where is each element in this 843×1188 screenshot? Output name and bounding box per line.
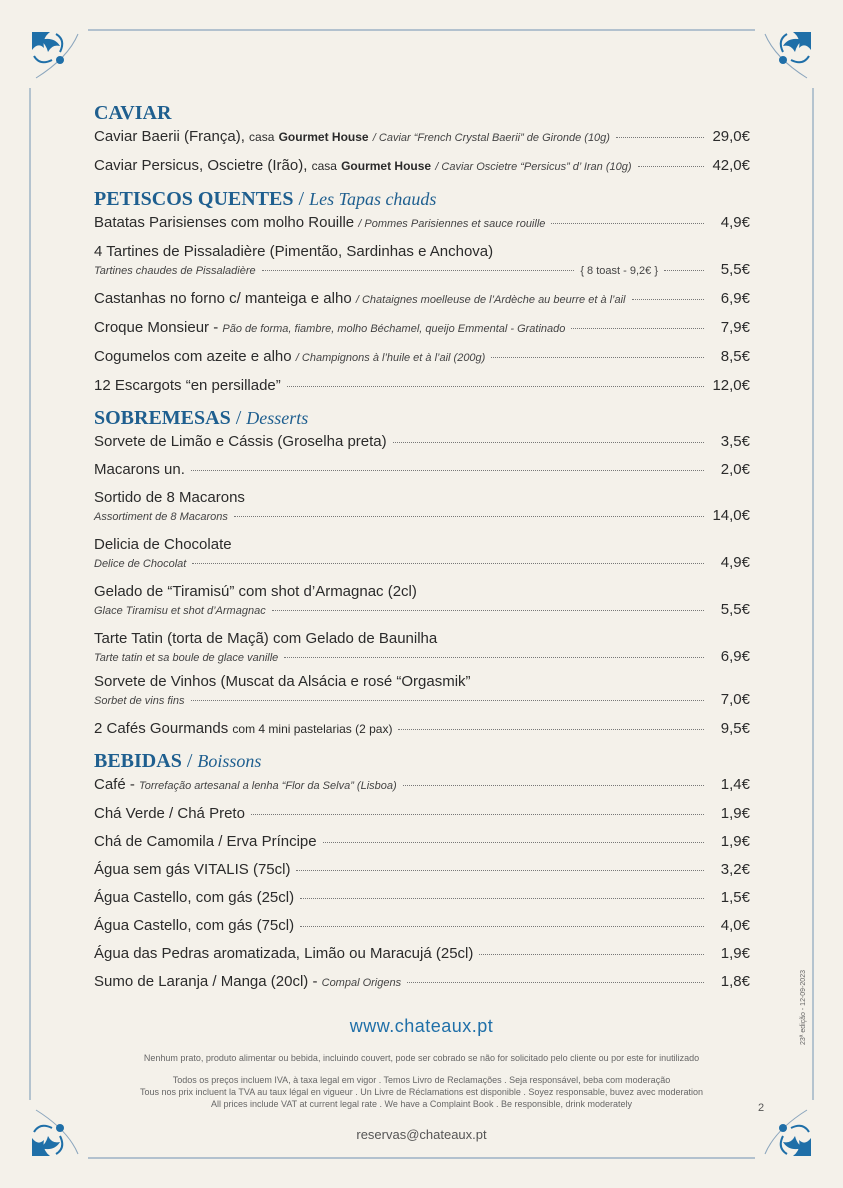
leader-dots xyxy=(272,610,704,611)
item-description: Torrefação artesanal a lenha “Flor da Selva” (Lisboa) xyxy=(139,780,397,792)
item-name: Sorvete de Vinhos (Muscat da Alsácia e rosé “Orgasmik” xyxy=(94,673,471,690)
website-link[interactable]: www.chateaux.pt xyxy=(349,1016,494,1036)
item-price: 4,9€ xyxy=(720,214,750,231)
item-description: Delice de Chocolat xyxy=(94,558,187,570)
menu-item xyxy=(94,536,750,573)
section-title: BEBIDAS / Boissons xyxy=(94,750,262,772)
item-brand: Gourmet House xyxy=(341,159,432,173)
item-brand: Gourmet House xyxy=(278,130,369,144)
menu-item xyxy=(94,630,750,667)
item-name: Caviar Persicus, Oscietre (Irão), xyxy=(94,157,308,174)
menu-item xyxy=(94,673,750,710)
item-description: Compal Origens xyxy=(321,977,402,989)
item-price: 1,9€ xyxy=(720,833,750,850)
couvert-note: Nenhum prato, produto alimentar ou bebida, incluindo couvert, pode ser cobrado se não for solicitado pelo cliente ou por este for inutilizado xyxy=(143,1053,700,1063)
item-price: 8,5€ xyxy=(720,348,750,365)
item-name: Sorvete de Limão e Cássis (Groselha preta) xyxy=(94,433,387,450)
section-caviar xyxy=(94,100,750,176)
item-price: 3,2€ xyxy=(720,861,750,878)
item-price: 5,5€ xyxy=(720,261,750,278)
leader-dots xyxy=(638,166,704,167)
item-price: 42,0€ xyxy=(712,157,750,174)
section-title: PETISCOS QUENTES / Les Tapas chauds xyxy=(94,188,437,210)
item-name: Sortido de 8 Macarons xyxy=(94,489,245,506)
menu-item xyxy=(94,489,750,526)
item-description: / Chataignes moelleuse de l’Ardèche au beurre et à l’ail xyxy=(355,294,626,306)
item-name: Água Castello, com gás (25cl) xyxy=(94,889,295,906)
menu-item xyxy=(94,583,750,620)
item-house-label: casa xyxy=(249,130,275,144)
page-number: 2 xyxy=(758,1102,765,1114)
leader-dots xyxy=(664,270,704,271)
leader-dots xyxy=(491,357,704,358)
leader-dots xyxy=(571,328,704,329)
item-name: Tarte Tatin (torta de Maçã) com Gelado de Baunilha xyxy=(94,630,438,647)
legal-notes xyxy=(0,1074,843,1110)
legal-note-en: All prices include VAT at current legal rate . We have a Complaint Book . Be responsible, drink moderately xyxy=(210,1099,633,1109)
item-name: 12 Escargots “en persillade” xyxy=(94,377,281,394)
item-description: Tarte tatin et sa boule de glace vanille xyxy=(94,652,279,664)
menu-item xyxy=(94,433,750,451)
menu-item xyxy=(94,461,750,479)
section-bebidas xyxy=(94,748,750,992)
menu-item xyxy=(94,805,750,823)
item-name: 2 Cafés Gourmands xyxy=(94,720,229,737)
item-name: Chá Verde / Chá Preto xyxy=(94,805,245,822)
leader-dots xyxy=(300,926,704,927)
item-name: Cogumelos com azeite e alho xyxy=(94,348,292,365)
section-title: SOBREMESAS / Desserts xyxy=(94,407,309,429)
item-name: Café - xyxy=(94,776,135,793)
item-description: Glace Tiramisu et shot d’Armagnac xyxy=(94,605,266,617)
item-house-label: casa xyxy=(311,159,337,173)
item-description: Sorbet de vins fins xyxy=(94,695,185,707)
item-price: 1,9€ xyxy=(720,805,750,822)
menu-item xyxy=(94,833,750,851)
item-name: Macarons un. xyxy=(94,461,185,478)
item-price: 4,9€ xyxy=(720,554,750,571)
email-link[interactable]: reservas@chateaux.pt xyxy=(356,1127,487,1142)
item-name: Sumo de Laranja / Manga (20cl) - xyxy=(94,973,318,990)
item-name: Croque Monsieur - xyxy=(94,319,219,336)
corner-ornament-icon xyxy=(763,30,813,80)
section-subtitle: Boissons xyxy=(197,751,262,771)
item-price: 1,5€ xyxy=(720,889,750,906)
item-name: Água das Pedras aromatizada, Limão ou Maracujá (25cl) xyxy=(94,945,474,962)
menu-item xyxy=(94,889,750,907)
leader-dots xyxy=(262,270,575,271)
item-price: 9,5€ xyxy=(720,720,750,737)
item-name: Batatas Parisienses com molho Rouille xyxy=(94,214,355,231)
item-price: 5,5€ xyxy=(720,601,750,618)
section-sobremesas xyxy=(94,405,750,738)
item-price: 12,0€ xyxy=(712,377,750,394)
item-price: 3,5€ xyxy=(720,433,750,450)
item-price: 6,9€ xyxy=(720,648,750,665)
item-price: 7,0€ xyxy=(720,691,750,708)
item-name: 4 Tartines de Pissaladière (Pimentão, Sardinhas e Anchova) xyxy=(94,243,494,260)
item-description: com 4 mini pastelarias (2 pax) xyxy=(232,722,393,736)
item-price: 2,0€ xyxy=(720,461,750,478)
item-price: 4,0€ xyxy=(720,917,750,934)
item-extra-option: { 8 toast - 9,2€ } xyxy=(580,265,658,277)
section-subtitle: Les Tapas chauds xyxy=(309,189,437,209)
leader-dots xyxy=(296,870,704,871)
menu-item xyxy=(94,243,750,280)
item-description: Tartines chaudes de Pissaladière xyxy=(94,265,256,277)
leader-dots xyxy=(323,842,704,843)
item-description: / Pommes Parisiennes et sauce rouille xyxy=(358,218,546,230)
leader-dots xyxy=(403,785,704,786)
leader-dots xyxy=(393,442,704,443)
leader-dots xyxy=(616,137,704,138)
leader-dots xyxy=(191,700,705,701)
menu-item xyxy=(94,377,750,395)
leader-dots xyxy=(287,386,704,387)
item-price: 1,4€ xyxy=(720,776,750,793)
item-name: Castanhas no forno c/ manteiga e alho xyxy=(94,290,352,307)
item-description: / Caviar Oscietre “Persicus” d’ Iran (10g) xyxy=(435,161,632,173)
item-description: / Caviar “French Crystal Baerii” de Gironde (10g) xyxy=(372,132,610,144)
menu-item xyxy=(94,861,750,879)
menu-item xyxy=(94,348,750,367)
item-name: Chá de Camomila / Erva Príncipe xyxy=(94,833,317,850)
leader-dots xyxy=(398,729,704,730)
item-description: / Champignons à l’huile et à l’ail (200g) xyxy=(295,352,486,364)
menu-item xyxy=(94,214,750,233)
item-name: Água Castello, com gás (75cl) xyxy=(94,917,295,934)
section-petiscos xyxy=(94,186,750,395)
item-price: 29,0€ xyxy=(712,128,750,145)
menu-item xyxy=(94,945,750,963)
leader-dots xyxy=(251,814,704,815)
menu-item xyxy=(94,157,750,176)
edition-label: 23ª edição - 12-09-2023 xyxy=(800,970,807,1045)
leader-dots xyxy=(234,516,704,517)
leader-dots xyxy=(284,657,704,658)
menu-item xyxy=(94,319,750,338)
item-name: Água sem gás VITALIS (75cl) xyxy=(94,861,291,878)
corner-ornament-icon xyxy=(30,30,80,80)
section-title: CAVIAR xyxy=(94,102,172,124)
item-price: 1,8€ xyxy=(720,973,750,990)
leader-dots xyxy=(479,954,704,955)
legal-note-pt: Todos os preços incluem IVA, à taxa legal em vigor . Temos Livro de Reclamações . Seja responsável, beba com moderação xyxy=(172,1075,671,1085)
leader-dots xyxy=(191,470,704,471)
leader-dots xyxy=(407,982,704,983)
item-name: Caviar Baerii (França), xyxy=(94,128,245,145)
item-price: 14,0€ xyxy=(712,507,750,524)
legal-note-fr: Tous nos prix incluent la TVA au taux légal en vigueur . Un Livre de Réclamations est disponible . Soyez responsable, buvez avec moderation xyxy=(140,1087,703,1097)
leader-dots xyxy=(551,223,704,224)
leader-dots xyxy=(632,299,704,300)
item-name: Delicia de Chocolate xyxy=(94,536,232,553)
menu-item xyxy=(94,776,750,795)
item-name: Gelado de “Tiramisú” com shot d’Armagnac (2cl) xyxy=(94,583,417,600)
item-description: Pão de forma, fiambre, molho Béchamel, queijo Emmental - Gratinado xyxy=(222,323,566,335)
menu-item xyxy=(94,290,750,309)
menu-item xyxy=(94,917,750,935)
item-price: 7,9€ xyxy=(720,319,750,336)
leader-dots xyxy=(300,898,704,899)
section-subtitle: Desserts xyxy=(246,408,309,428)
item-description: Assortiment de 8 Macarons xyxy=(94,511,228,523)
menu-item xyxy=(94,973,750,992)
menu-item xyxy=(94,128,750,147)
item-price: 1,9€ xyxy=(720,945,750,962)
leader-dots xyxy=(192,563,704,564)
menu xyxy=(94,100,750,1002)
item-price: 6,9€ xyxy=(720,290,750,307)
menu-item xyxy=(94,720,750,738)
